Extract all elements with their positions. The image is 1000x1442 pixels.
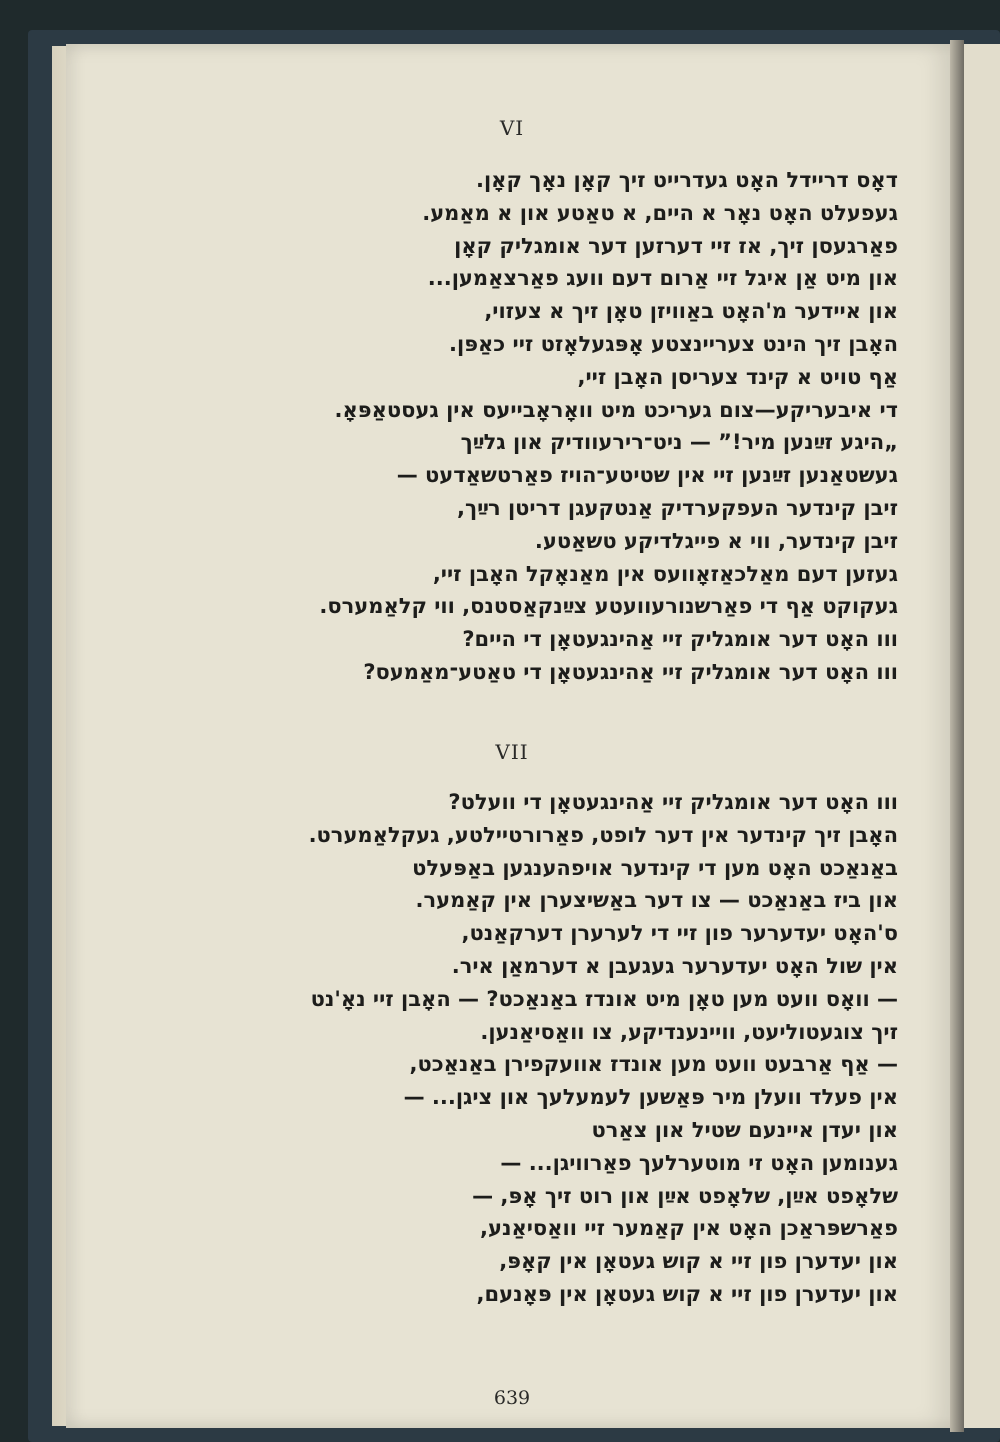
poem-line: ווו האָט דער אומגליק זיי אַהינגעטאָן די טאַטע־מאַמעס?: [363, 659, 898, 684]
poem-line: אַף טויט א קינד צעריסן האָבן זיי,: [577, 364, 898, 389]
poem-line: שלאָפט אײַן, שלאָפט אײַן און רוט זיך אָפּ, —: [472, 1183, 898, 1208]
poem-line: געשטאַנען זײַנען זיי אין שטיטע־הויז פאַרטשאַדעט —: [396, 463, 898, 488]
book-gutter: [950, 40, 964, 1432]
poem-line: און מיט אַן איגל זיי אַרום דעם וועג פאַרצאַמען...: [427, 266, 898, 291]
poem-line: גענומען האָט זי מוטערלעך פאַרוויגן... —: [500, 1150, 898, 1175]
poem-line: און יעדן איינעם שטיל און צאַרט: [591, 1117, 898, 1142]
poem-line: באַנאַכט האָט מען די קינדער אויפהענגען באַפּעלט: [412, 855, 898, 880]
poem-line: אין פעלד וועלן מיר פּאַשען לעמעלעך און ציגן... —: [403, 1085, 898, 1110]
poem-line: און יעדערן פון זיי א קוש געטאָן אין פּאָנעם,: [476, 1281, 898, 1306]
poem-line: האָבן זיך קינדער אין דער לופט, פאַרורטיילטע, געקלאַמערט.: [308, 822, 898, 847]
poem-line: דאָס דריידל האָט געדרייט זיך קאָן נאָך קאָן.: [475, 168, 898, 192]
poem-line: און איידער מ'האָט באַוויזן טאָן זיך א צעזוי,: [484, 299, 898, 324]
page-number: 639: [493, 1387, 531, 1409]
poem-line: זיך צוגעטוליעט, וויינענדיקע, צו וואַסיאַנען.: [480, 1019, 898, 1044]
section-heading-vi: VI: [499, 116, 525, 140]
poem-line: פאַרשפּראַכן האָט אין קאַמער זיי וואַסיאַנע,: [479, 1216, 898, 1241]
book-page: [66, 44, 958, 1428]
facing-page-edge: [964, 44, 1000, 1428]
poem-line: געפעלט האָט נאָר א היים, א טאַטע און א מאַמע.: [422, 200, 898, 225]
poem-line: „היגע זײַנען מיר!” — ניט־רירעוודיק און גלײַך: [460, 430, 898, 455]
poem-line: פאַרגעסן זיך, אז זיי דערזען דער אומגליק קאָן: [454, 233, 898, 258]
poem-section-vi: [138, 164, 898, 689]
poem-line: און יעדערן פון זיי א קוש געטאָן אין קאָפּ,: [499, 1249, 898, 1274]
poem-line: זיבן קינדער העפקערדיק אַנטקעגן דריטן רײַך,: [456, 495, 898, 520]
poem-section-vii: [138, 786, 898, 1311]
poem-line: און ביז באַנאַכט — צו דער באַשיצערן אין קאַמער.: [415, 888, 898, 913]
poem-line: די איבעריקע—צום געריכט מיט וואָראָבייעס אין געסטאַפּאָ.: [334, 397, 898, 422]
poem-line: ווו האָט דער אומגליק זיי אַהינגעטאָן די וועלט?: [448, 790, 898, 814]
poem-line: ס'האָט יעדערער פון זיי די לערערן דערקאַנט,: [461, 921, 898, 946]
poem-line: זיבן קינדער, ווי א פייגלדיקע טשאַטע.: [534, 528, 898, 553]
poem-line: — אַף אַרבעט וועט מען אונדז אוועקפירן באַנאַכט,: [409, 1052, 898, 1077]
poem-line: ווו האָט דער אומגליק זיי אַהינגעטאָן די היים?: [462, 627, 898, 652]
poem-line: געקוקט אַף די פאַרשנורעוועטע צײַנקאַסטנס, ווי קלאַמערס.: [319, 594, 898, 619]
poem-line: אין שול האָט יעדערער געגעבן א דערמאַן איר.: [451, 953, 898, 978]
section-heading-vii: VII: [495, 740, 529, 764]
poem-line: געזען דעם מאַלכאַזאָוועס אין מאַנאָקל האָבן זיי,: [432, 561, 898, 586]
poem-line: האָבן זיך הינט צעריינצטע אָפּגעלאָזט זיי כאַפּן.: [449, 331, 898, 356]
poem-line: — וואָס וועט מען טאָן מיט אונדז באַנאַכט? — האָבן זיי נאָ'נט: [310, 986, 898, 1011]
